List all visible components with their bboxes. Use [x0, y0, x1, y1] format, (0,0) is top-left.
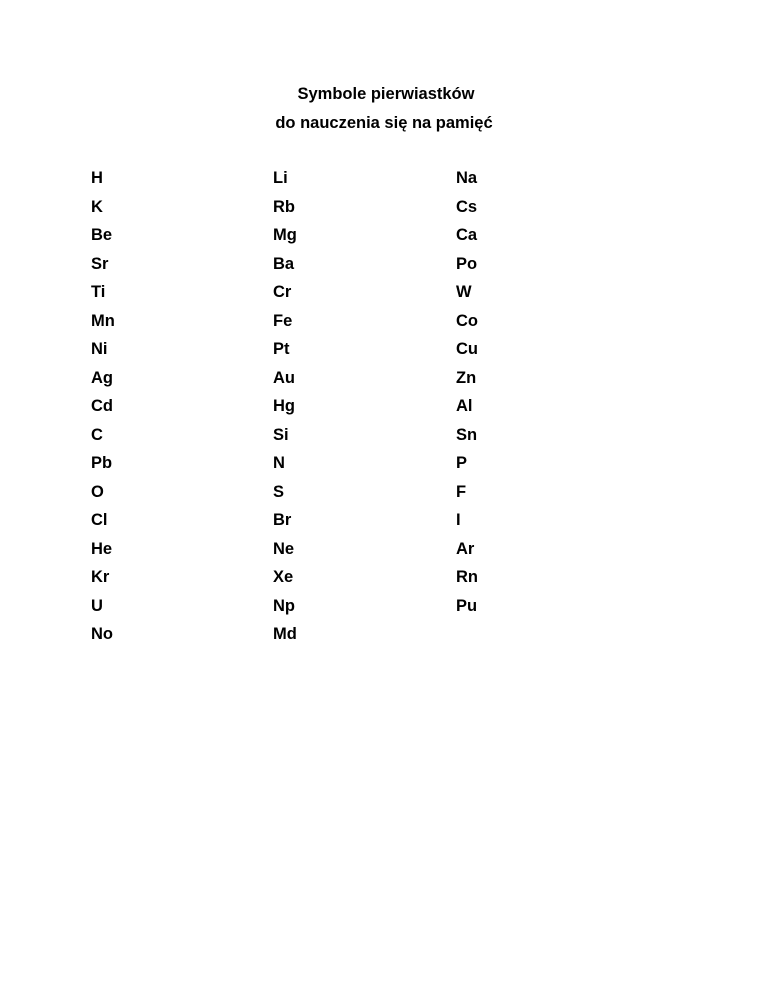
- element-row: [0, 250, 768, 279]
- element-symbol: Pb: [91, 454, 113, 472]
- element-symbol: Cs: [456, 197, 478, 216]
- element-symbol: F: [456, 482, 467, 501]
- element-symbol: Fe: [273, 311, 293, 330]
- element-symbol: W: [456, 283, 472, 301]
- element-symbol: Ca: [456, 226, 478, 244]
- title-line-1: Symbole pierwiastków: [297, 85, 475, 103]
- element-symbol: Rn: [456, 568, 478, 586]
- element-symbol: Xe: [273, 568, 294, 586]
- element-symbol: Ar: [456, 539, 475, 558]
- element-symbol: Ne: [273, 539, 295, 558]
- element-symbol: Ba: [273, 254, 295, 273]
- element-symbol: H: [91, 169, 103, 187]
- element-symbol: Mn: [91, 311, 115, 330]
- element-row: [0, 221, 768, 250]
- element-symbol: Mg: [273, 226, 297, 244]
- element-row: [0, 620, 768, 649]
- element-symbol: I: [456, 511, 461, 529]
- element-row: [0, 364, 768, 393]
- element-symbol: Ti: [91, 283, 106, 301]
- element-symbol: S: [273, 482, 285, 501]
- element-symbol: Co: [456, 311, 478, 330]
- element-symbol: No: [91, 625, 113, 643]
- element-symbol: Sr: [91, 254, 109, 273]
- element-symbol: C: [91, 425, 103, 444]
- element-symbol: Np: [273, 596, 295, 615]
- title-line-2: do nauczenia się na pamięć: [275, 114, 493, 132]
- element-symbol: Si: [273, 425, 289, 444]
- element-row: [0, 563, 768, 592]
- element-row: [0, 535, 768, 564]
- element-symbol: K: [91, 197, 103, 216]
- element-symbol: Al: [456, 397, 473, 415]
- element-row: [0, 449, 768, 478]
- element-row: [0, 392, 768, 421]
- element-row: [0, 164, 768, 193]
- document-title: [0, 80, 768, 138]
- element-row: [0, 478, 768, 507]
- element-symbol: Sn: [456, 425, 478, 444]
- element-symbol-list: [0, 164, 768, 649]
- element-symbol: Pt: [273, 340, 290, 358]
- element-symbol: Li: [273, 169, 288, 187]
- element-row: [0, 335, 768, 364]
- element-symbol: Be: [91, 226, 113, 244]
- element-symbol: Pu: [456, 596, 478, 615]
- element-symbol: Br: [273, 511, 292, 529]
- element-symbol: Cu: [456, 340, 478, 358]
- element-symbol: P: [456, 454, 468, 472]
- element-row: [0, 193, 768, 222]
- element-row: [0, 421, 768, 450]
- element-symbol: Po: [456, 254, 478, 273]
- element-symbol: Zn: [456, 368, 477, 387]
- element-symbol: Md: [273, 625, 297, 643]
- element-row: [0, 278, 768, 307]
- element-row: [0, 592, 768, 621]
- element-symbol: N: [273, 454, 285, 472]
- element-symbol: U: [91, 596, 103, 615]
- element-symbol: Cd: [91, 397, 113, 415]
- element-symbol: O: [91, 482, 104, 501]
- element-symbol: Na: [456, 169, 478, 187]
- element-symbol: Ag: [91, 368, 113, 387]
- element-symbol: Cr: [273, 283, 292, 301]
- element-symbol: Au: [273, 368, 295, 387]
- element-symbol: Ni: [91, 340, 108, 358]
- element-symbol: Rb: [273, 197, 295, 216]
- element-symbol: Cl: [91, 511, 108, 529]
- element-symbol: He: [91, 539, 113, 558]
- element-symbol: Hg: [273, 397, 295, 415]
- element-row: [0, 307, 768, 336]
- element-row: [0, 506, 768, 535]
- element-symbol: Kr: [91, 568, 110, 586]
